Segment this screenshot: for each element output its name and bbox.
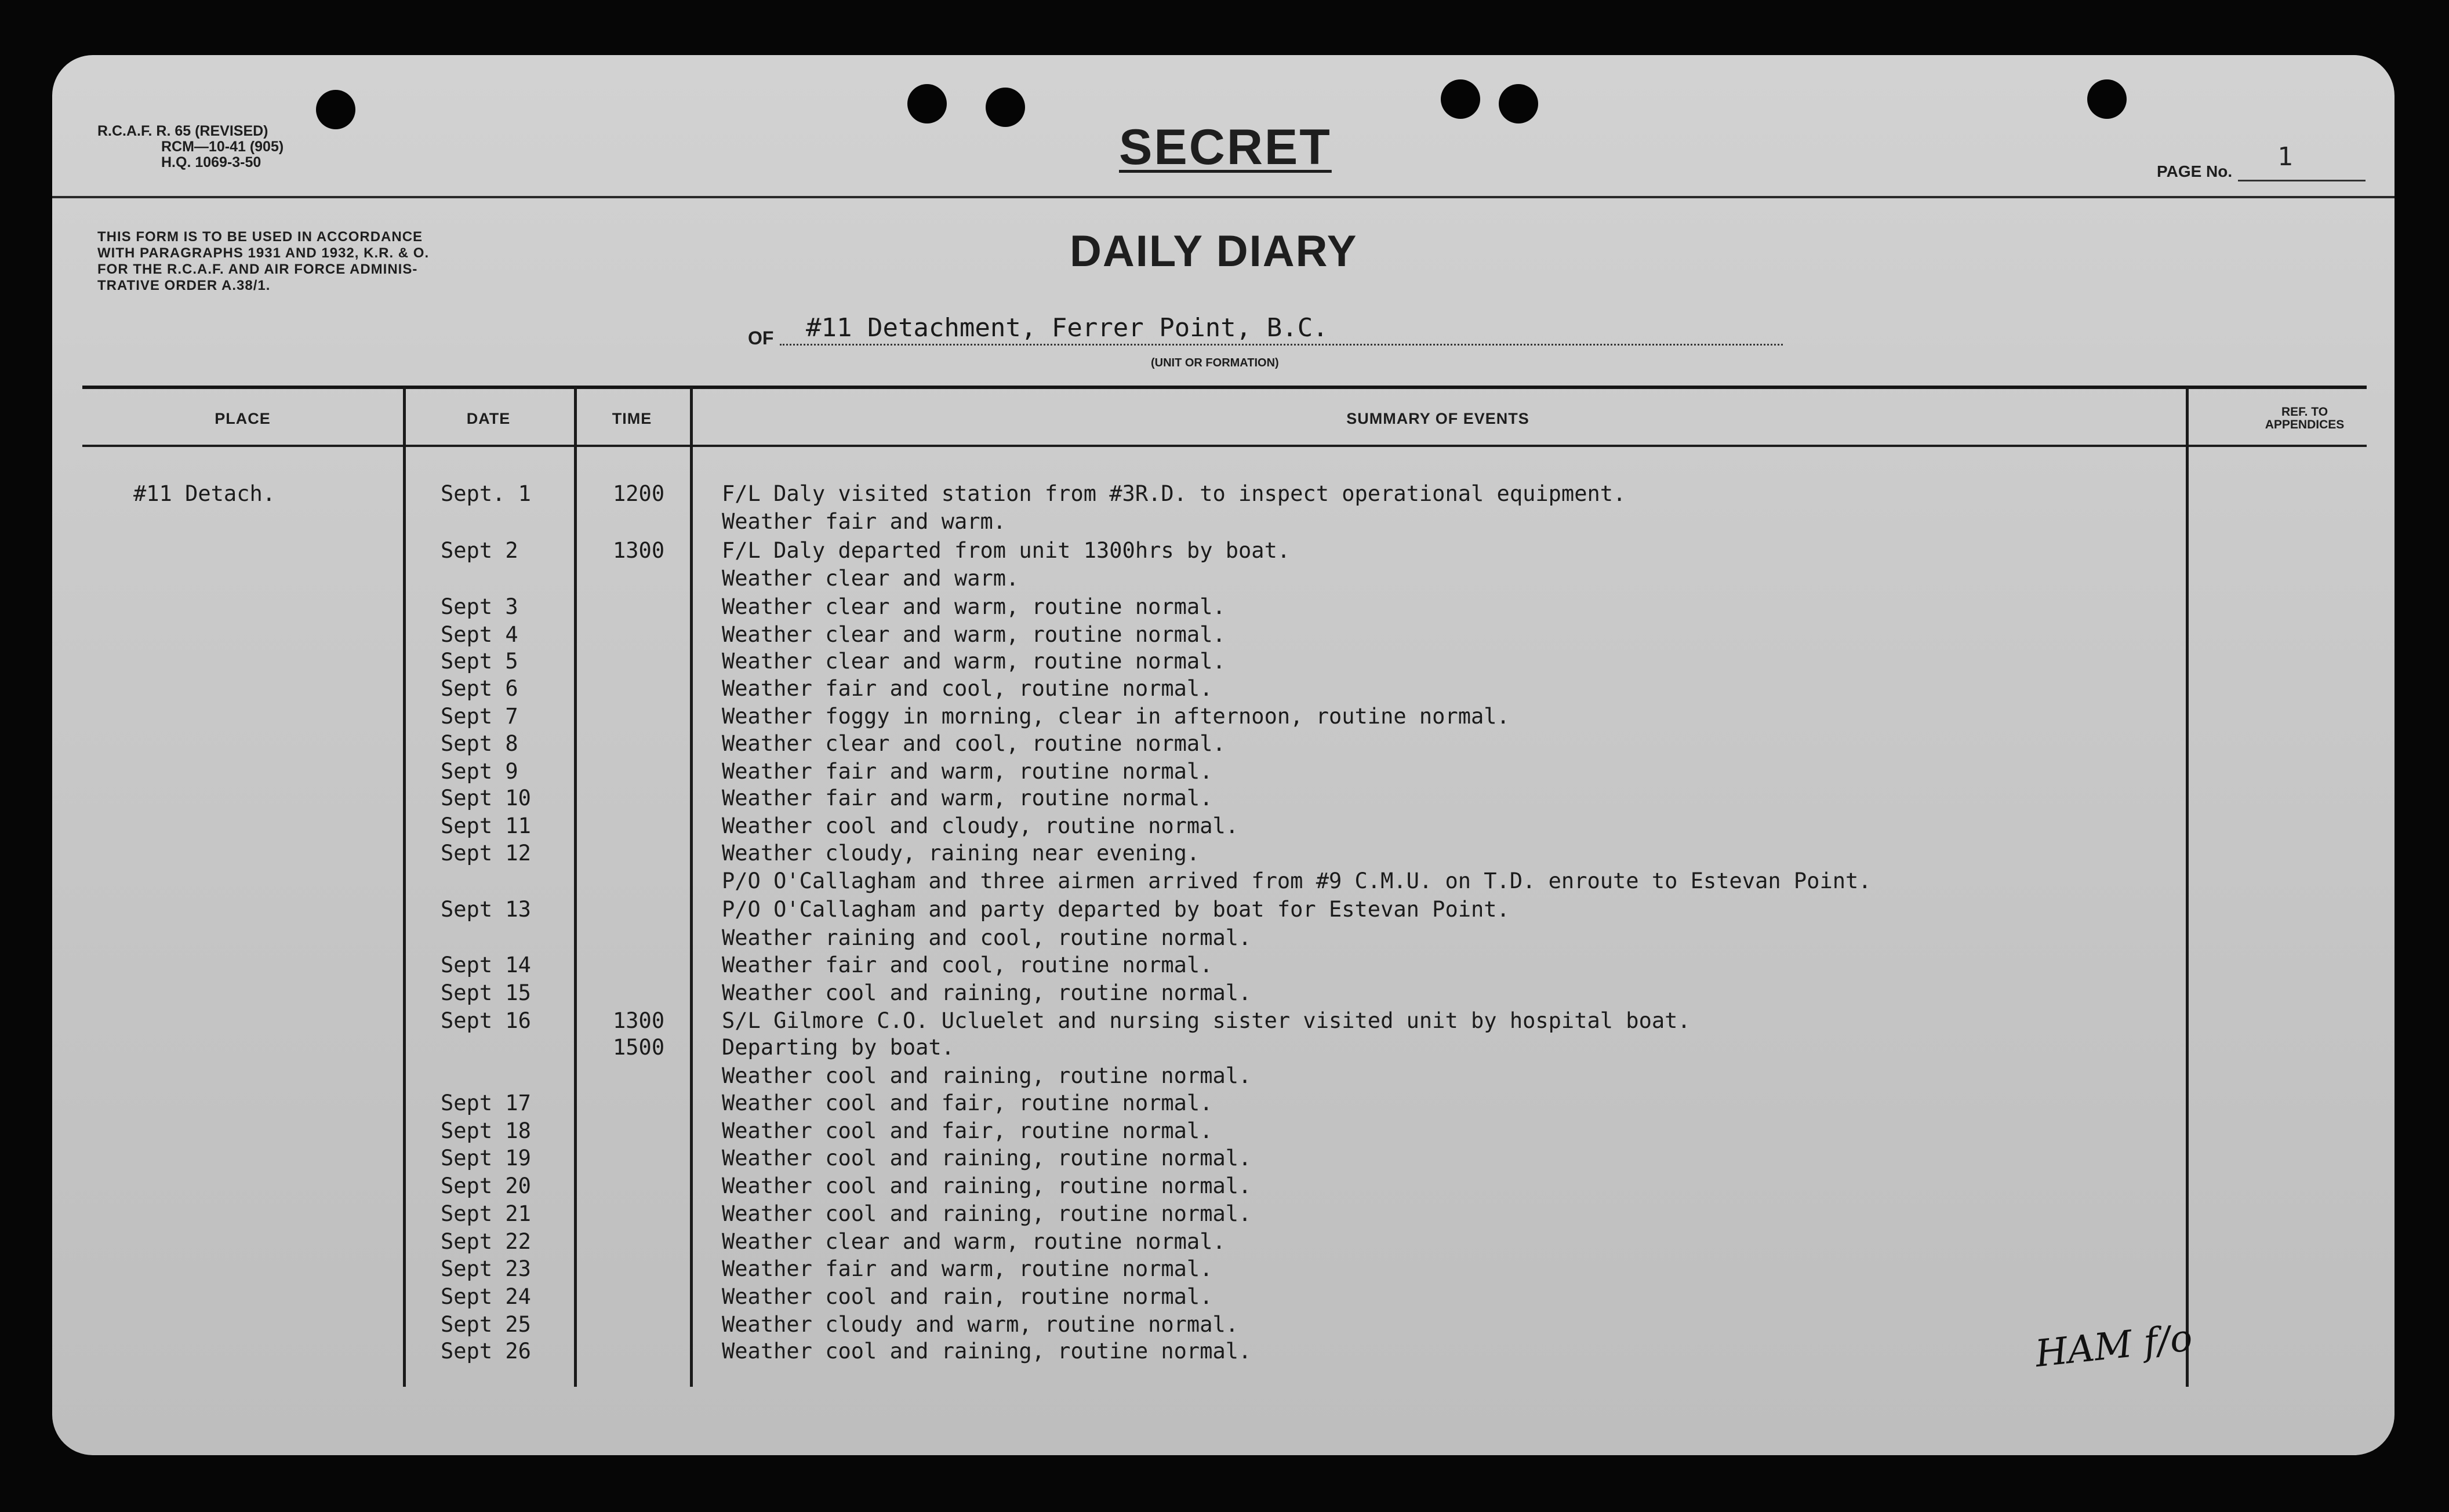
date-cell: Sept 14 [441, 953, 531, 977]
time-cell: 1500 [613, 1035, 665, 1060]
instruction-line: WITH PARAGRAPHS 1931 AND 1932, K.R. & O. [97, 245, 430, 261]
instruction-line: TRATIVE ORDER A.38/1. [97, 278, 271, 293]
event-cell: P/O O'Callagham and party departed by boat for Estevan Point. [722, 897, 1510, 922]
event-cell: Weather clear and warm, routine normal. [722, 649, 1226, 674]
event-cell: Weather cloudy and warm, routine normal. [722, 1312, 1239, 1337]
punch-hole [2087, 79, 2127, 119]
event-cell: Weather fair and warm, routine normal. [722, 1256, 1213, 1281]
date-cell: Sept 23 [441, 1256, 531, 1281]
page-number: 1 [2277, 142, 2293, 172]
date-cell: Sept 26 [441, 1339, 531, 1364]
column-header-time: TIME [612, 410, 652, 427]
event-cell: Weather cool and fair, routine normal. [722, 1118, 1213, 1143]
date-cell: Sept 3 [441, 594, 518, 619]
place-cell: #11 Detach. [133, 481, 276, 506]
date-cell: Sept. 1 [441, 481, 531, 506]
event-cell: Weather cool and raining, routine normal. [722, 1173, 1252, 1198]
event-cell: Weather clear and warm, routine normal. [722, 1229, 1226, 1254]
signature: HAM f/o [2033, 1317, 2194, 1376]
event-cell: Weather raining and cool, routine normal. [722, 925, 1252, 950]
event-cell: Weather clear and cool, routine normal. [722, 731, 1226, 756]
date-cell: Sept 10 [441, 786, 531, 810]
punch-hole [1441, 79, 1480, 119]
time-cell: 1300 [613, 1008, 665, 1033]
event-cell: F/L Daly visited station from #3R.D. to inspect operational equipment. [722, 481, 1626, 506]
event-cell: Weather fair and warm. [722, 509, 1007, 534]
event-cell: Weather cool and raining, routine normal. [722, 1063, 1252, 1088]
of-label: OF [748, 328, 774, 348]
classification-heading: SECRET [1119, 119, 1332, 175]
date-cell: Sept 12 [441, 841, 531, 866]
form-id-line: RCM—10-41 (905) [161, 139, 284, 155]
event-cell: Weather fair and warm, routine normal. [722, 759, 1213, 784]
event-cell: Weather foggy in morning, clear in afternoon, routine normal. [722, 704, 1510, 729]
table-header-rule [82, 445, 2367, 447]
event-cell: Weather cool and raining, routine normal. [722, 1146, 1252, 1171]
time-cell: 1300 [613, 538, 665, 563]
event-cell: Weather clear and warm. [722, 566, 1019, 591]
event-cell: F/L Daly departed from unit 1300hrs by boat. [722, 538, 1291, 563]
diary-card [52, 55, 2395, 1455]
instruction-line: FOR THE R.C.A.F. AND AIR FORCE ADMINIS- [97, 261, 418, 277]
punch-hole [316, 90, 355, 129]
date-cell: Sept 25 [441, 1312, 531, 1337]
event-cell: Weather cool and raining, routine normal. [722, 980, 1252, 1005]
punch-hole [1499, 84, 1538, 123]
date-cell: Sept 21 [441, 1201, 531, 1226]
date-cell: Sept 18 [441, 1118, 531, 1143]
column-divider [690, 387, 693, 1387]
date-cell: Sept 6 [441, 676, 518, 701]
unit-caption: (UNIT OR FORMATION) [1151, 357, 1279, 369]
column-divider [403, 387, 406, 1387]
column-divider [2186, 387, 2189, 1387]
date-cell: Sept 19 [441, 1146, 531, 1171]
date-cell: Sept 8 [441, 731, 518, 756]
event-cell: Weather cool and raining, routine normal. [722, 1339, 1252, 1364]
table-top-rule [82, 386, 2367, 389]
page-title: DAILY DIARY [1070, 227, 1358, 276]
appendices-header-line: APPENDICES [2265, 418, 2345, 431]
unit-name: #11 Detachment, Ferrer Point, B.C. [806, 313, 1328, 343]
event-cell: Weather cool and rain, routine normal. [722, 1284, 1213, 1309]
page-label: PAGE No. [2157, 162, 2233, 180]
event-cell: Weather cool and cloudy, routine normal. [722, 813, 1239, 838]
event-cell: P/O O'Callagham and three airmen arrived from #9 C.M.U. on T.D. enroute to Estevan Point. [722, 868, 1872, 893]
date-cell: Sept 11 [441, 813, 531, 838]
time-cell: 1200 [613, 481, 665, 506]
date-cell: Sept 24 [441, 1284, 531, 1309]
event-cell: Weather clear and warm, routine normal. [722, 594, 1226, 619]
date-cell: Sept 17 [441, 1091, 531, 1115]
event-cell: Weather fair and warm, routine normal. [722, 786, 1213, 810]
form-id-line: R.C.A.F. R. 65 (REVISED) [97, 123, 268, 139]
date-cell: Sept 22 [441, 1229, 531, 1254]
header-rule [52, 196, 2395, 198]
page-number-line [2238, 180, 2366, 181]
event-cell: Departing by boat. [722, 1035, 954, 1060]
event-cell: Weather fair and cool, routine normal. [722, 953, 1213, 977]
date-cell: Sept 4 [441, 622, 518, 647]
date-cell: Sept 5 [441, 649, 518, 674]
unit-underline [780, 344, 1783, 346]
event-cell: S/L Gilmore C.O. Ucluelet and nursing sister visited unit by hospital boat. [722, 1008, 1691, 1033]
form-identifier [97, 123, 284, 170]
date-cell: Sept 9 [441, 759, 518, 784]
punch-hole [907, 84, 947, 123]
event-cell: Weather clear and warm, routine normal. [722, 622, 1226, 647]
column-header-place: PLACE [215, 410, 271, 427]
column-header-appendices [2244, 406, 2366, 431]
event-cell: Weather cool and raining, routine normal. [722, 1201, 1252, 1226]
date-cell: Sept 2 [441, 538, 518, 563]
date-cell: Sept 15 [441, 980, 531, 1005]
form-instructions [97, 229, 429, 294]
event-cell: Weather fair and cool, routine normal. [722, 676, 1213, 701]
appendices-header-line: REF. TO [2281, 405, 2328, 419]
column-header-summary: SUMMARY OF EVENTS [1346, 410, 1529, 427]
date-cell: Sept 20 [441, 1173, 531, 1198]
column-header-date: DATE [466, 410, 511, 427]
date-cell: Sept 16 [441, 1008, 531, 1033]
event-cell: Weather cool and fair, routine normal. [722, 1091, 1213, 1115]
date-cell: Sept 7 [441, 704, 518, 729]
form-id-line: H.Q. 1069-3-50 [161, 154, 261, 170]
instruction-line: THIS FORM IS TO BE USED IN ACCORDANCE [97, 229, 423, 245]
event-cell: Weather cloudy, raining near evening. [722, 841, 1200, 866]
punch-hole [986, 88, 1025, 127]
date-cell: Sept 13 [441, 897, 531, 922]
column-divider [574, 387, 577, 1387]
